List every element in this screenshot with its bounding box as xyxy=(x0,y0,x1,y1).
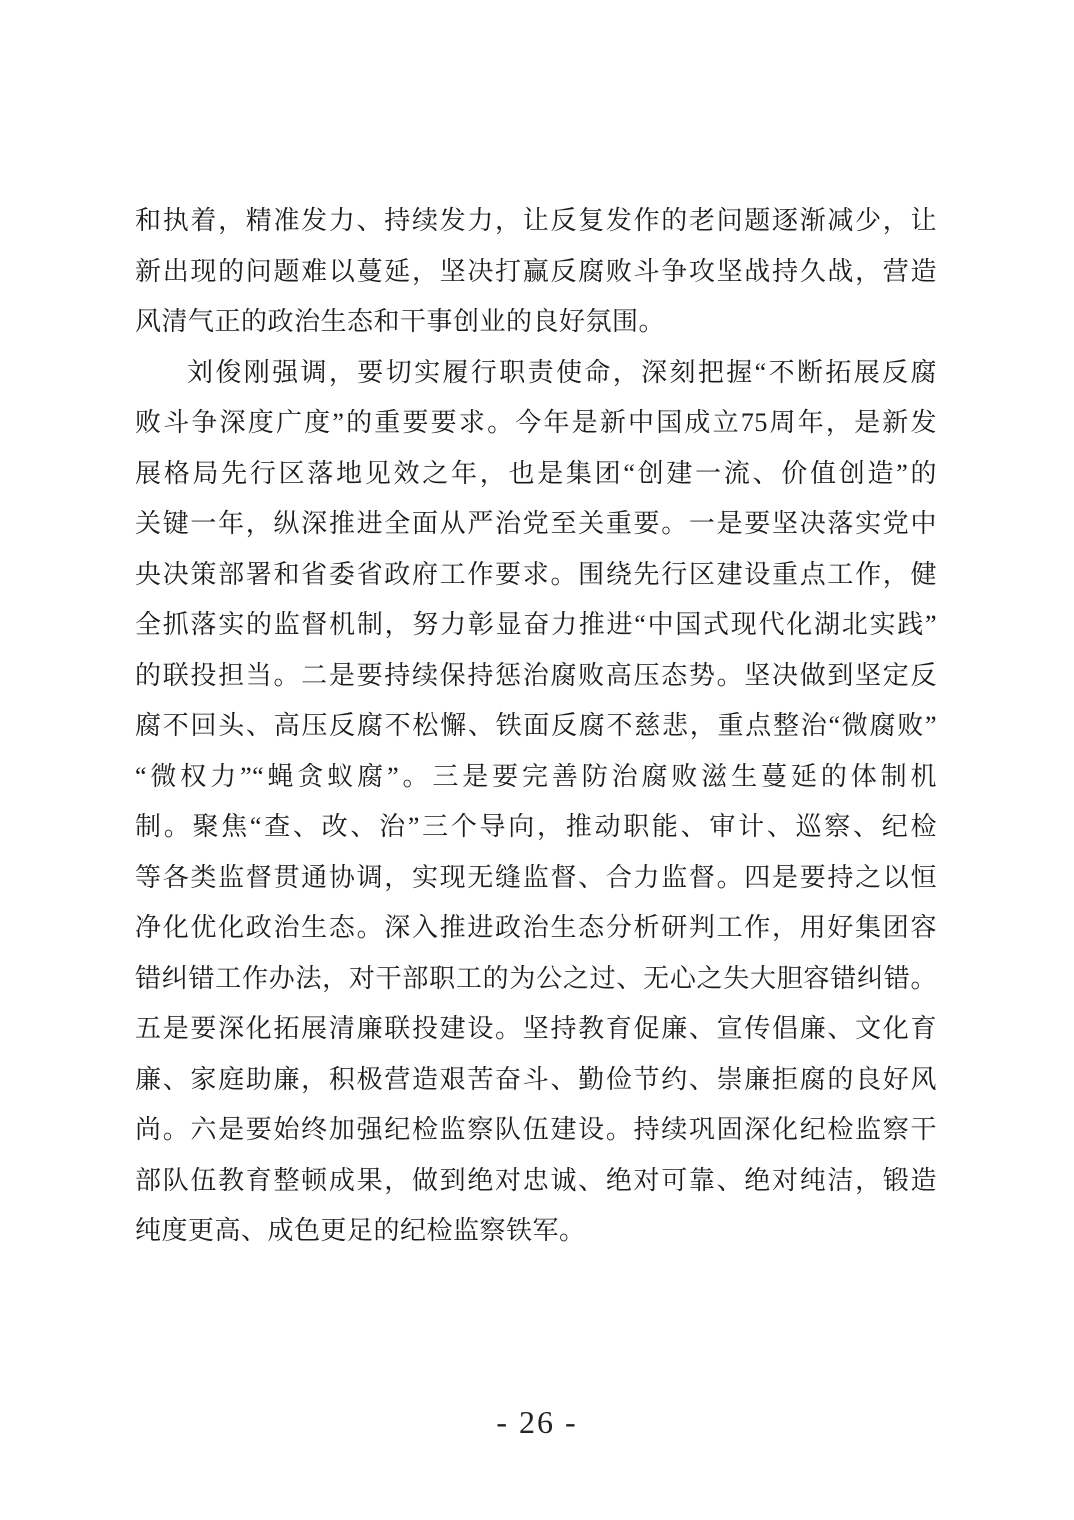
text-line: 败斗争深度广度”的重要要求。今年是新中国成立75周年，是新发 xyxy=(135,408,937,437)
text-line: 腐不回头、高压反腐不松懈、铁面反腐不慈悲，重点整治“微腐败” xyxy=(135,711,937,740)
text-line: 全抓落实的监督机制，努力彰显奋力推进“中国式现代化湖北实践” xyxy=(135,610,937,639)
document-body xyxy=(135,196,937,1257)
text-line: 的联投担当。二是要持续保持惩治腐败高压态势。坚决做到坚定反 xyxy=(135,660,937,690)
text-line: “微权力”“蝇贪蚁腐”。三是要完善防治腐败滋生蔓延的体制机 xyxy=(135,761,937,791)
text-line: 风清气正的政治生态和干事创业的良好氛围。 xyxy=(135,307,666,336)
text-line: 央决策部署和省委省政府工作要求。围绕先行区建设重点工作，健 xyxy=(135,559,937,589)
text-line: 新出现的问题难以蔓延，坚决打赢反腐败斗争攻坚战持久战，营造 xyxy=(135,256,937,286)
text-line: 错纠错工作办法，对干部职工的为公之过、无心之失大胆容错纠错。 xyxy=(135,963,937,993)
text-line: 部队伍教育整顿成果，做到绝对忠诚、绝对可靠、绝对纯洁，锻造 xyxy=(135,1165,937,1195)
text-line: 净化优化政治生态。深入推进政治生态分析研判工作，用好集团容 xyxy=(135,913,937,942)
text-line: 制。聚焦“查、改、治”三个导向，推动职能、审计、巡察、纪检 xyxy=(135,812,937,841)
text-line: 刘俊刚强调，要切实履行职责使命，深刻把握“不断拓展反腐 xyxy=(187,357,937,387)
text-line: 纯度更高、成色更足的纪检监察铁军。 xyxy=(135,1216,586,1245)
text-line: 等各类监督贯通协调，实现无缝监督、合力监督。四是要持之以恒 xyxy=(135,862,937,892)
text-line: 五是要深化拓展清廉联投建设。坚持教育促廉、宣传倡廉、文化育 xyxy=(135,1014,937,1043)
text-line: 尚。六是要始终加强纪检监察队伍建设。持续巩固深化纪检监察干 xyxy=(135,1115,937,1144)
text-line: 和执着，精准发力、持续发力，让反复发作的老问题逐渐减少，让 xyxy=(135,206,937,235)
text-line: 廉、家庭助廉，积极营造艰苦奋斗、勤俭节约、崇廉拒腐的良好风 xyxy=(135,1064,937,1094)
page-number: - 26 - xyxy=(496,1404,578,1440)
text-line: 关键一年，纵深推进全面从严治党至关重要。一是要坚决落实党中 xyxy=(135,509,937,538)
text-line: 展格局先行区落地见效之年，也是集团“创建一流、价值创造”的 xyxy=(135,458,937,488)
